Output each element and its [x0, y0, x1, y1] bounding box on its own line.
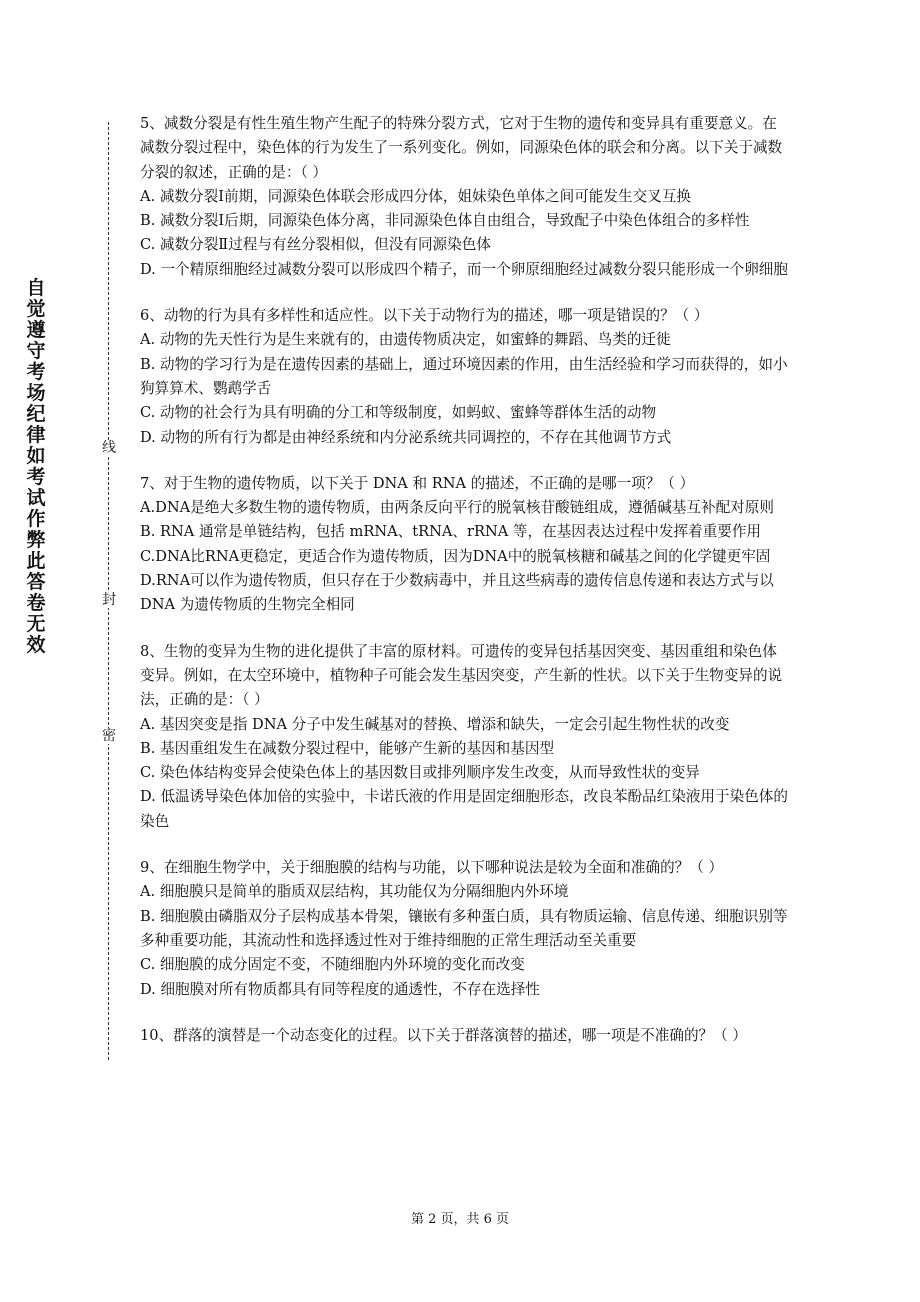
- question-stem: 7、对于生物的遗传物质，以下关于 DNA 和 RNA 的描述，不正确的是哪一项？（ ）: [140, 474, 695, 492]
- option-b: B. 减数分裂Ⅰ后期，同源染色体分离，非同源染色体自由组合，导致配子中染色体组合的多样性: [140, 212, 750, 230]
- question-stem: 5、减数分裂是有性生殖生物产生配子的特殊分裂方式，它对于生物的遗传和变异具有重要意义。在减数分裂过程中，染色体的行为发生了一系列变化。例如，同源染色体的联会和分离。以下关于减数分裂的叙述，正确的是：（ ）: [140, 115, 783, 181]
- option-a: A.DNA是绝大多数生物的遗传物质，由两条反向平行的脱氧核苷酸链组成，遵循碱基互补配对原则: [140, 499, 774, 517]
- binding-label-feng: 封: [102, 592, 116, 608]
- option-a: A. 基因突变是指 DNA 分子中发生碱基对的替换、增添和缺失，一定会引起生物性状的改变: [140, 715, 730, 733]
- question-stem: 10、群落的演替是一个动态变化的过程。以下关于群落演替的描述，哪一项是不准确的？（ ）: [140, 1026, 747, 1044]
- option-d: D. 一个精原细胞经过减数分裂可以形成四个精子，而一个卵原细胞经过减数分裂只能形成一个卵细胞: [140, 260, 788, 278]
- option-d: D. 细胞膜对所有物质都具有同等程度的通透性，不存在选择性: [140, 980, 540, 998]
- binding-line: [108, 122, 109, 1060]
- option-a: A. 细胞膜只是简单的脂质双层结构，其功能仅为分隔细胞内外环境: [140, 883, 569, 901]
- question-9: [140, 856, 790, 1002]
- option-a: A. 减数分裂Ⅰ前期，同源染色体联会形成四分体，姐妹染色单体之间可能发生交叉互换: [140, 187, 691, 205]
- option-a: A. 动物的先天性行为是生来就有的，由遗传物质决定，如蜜蜂的舞蹈、鸟类的迁徙: [140, 331, 671, 349]
- question-5: [140, 112, 790, 282]
- binding-label-xian: 线: [102, 440, 116, 456]
- question-7: [140, 472, 790, 618]
- option-b: B. RNA 通常是单链结构，包括 mRNA、tRNA、rRNA 等，在基因表达过程中发挥着重要作用: [140, 523, 762, 541]
- question-list: [140, 112, 790, 1070]
- question-stem: 8、生物的变异为生物的进化提供了丰富的原材料。可遗传的变异包括基因突变、基因重组和染色体变异。例如，在太空环境中，植物种子可能会发生基因突变，产生新的性状。以下关于生物变异的说法，正确的是：（ ）: [140, 642, 783, 709]
- page-number: 第 2 页，共 6 页: [410, 1212, 510, 1227]
- option-c: C. 染色体结构变异会使染色体上的基因数目或排列顺序发生改变，从而导致性状的变异: [140, 764, 700, 782]
- option-d: D. 动物的所有行为都是由神经系统和内分泌系统共同调控的，不存在其他调节方式: [140, 428, 672, 446]
- question-8: [140, 640, 790, 834]
- binding-label-mi: 密: [102, 728, 116, 744]
- option-d: D.RNA可以作为遗传物质，但只存在于少数病毒中，并且这些病毒的遗传信息传递和表达方式与以 DNA 为遗传物质的生物完全相同: [140, 572, 774, 614]
- question-6: [140, 304, 790, 450]
- option-c: C.DNA比RNA更稳定，更适合作为遗传物质，因为DNA中的脱氧核糖和碱基之间的化学键更牢固: [140, 547, 771, 565]
- question-10: [140, 1024, 790, 1048]
- option-b: B. 基因重组发生在减数分裂过程中，能够产生新的基因和基因型: [140, 739, 555, 757]
- option-d: D. 低温诱导染色体加倍的实验中，卡诺氏液的作用是固定细胞形态，改良苯酚品红染液用于染色体的染色: [140, 788, 788, 830]
- option-c: C. 细胞膜的成分固定不变，不随细胞内外环境的变化而改变: [140, 956, 525, 974]
- question-stem: 9、在细胞生物学中，关于细胞膜的结构与功能，以下哪种说法是较为全面和准确的？（ ）: [140, 859, 724, 877]
- question-stem: 6、动物的行为具有多样性和适应性。以下关于动物行为的描述，哪一项是错误的？（ ）: [140, 307, 709, 325]
- option-c: C. 减数分裂Ⅱ过程与有丝分裂相似，但没有同源染色体: [140, 236, 491, 254]
- option-c: C. 动物的社会行为具有明确的分工和等级制度，如蚂蚁、蜜蜂等群体生活的动物: [140, 404, 657, 422]
- option-b: B. 细胞膜由磷脂双分子层构成基本骨架，镶嵌有多种蛋白质，具有物质运输、信息传递、细胞识别等多种重要功能，其流动性和选择透过性对于维持细胞的正常生理活动至关重要: [140, 907, 788, 949]
- option-b: B. 动物的学习行为是在遗传因素的基础上，通过环境因素的作用，由生活经验和学习而获得的，如小狗算算术、鹦鹉学舌: [140, 355, 788, 397]
- exam-discipline-warning: 自觉遵守考场纪律如考试作弊此答卷无效: [26, 277, 46, 656]
